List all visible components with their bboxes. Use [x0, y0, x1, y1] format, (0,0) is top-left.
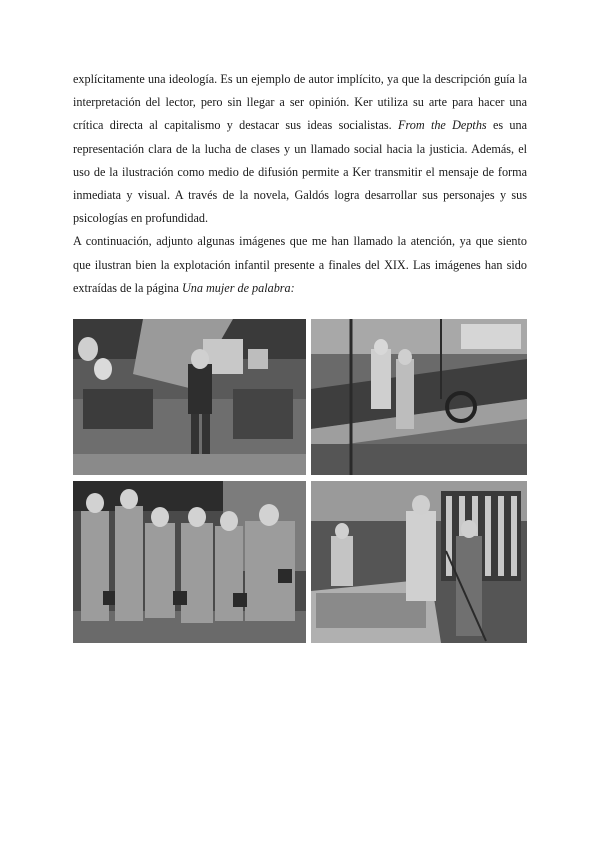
- source-name: Una mujer de palabra:: [181, 280, 295, 295]
- paragraph-2-text: A continuación, adjunto algunas imágenes que me han llamado la atención, ya que siento que ilustran bien la explotación infantil presente a finales del XIX. Las imágenes han sido extraídas de la página: [73, 234, 527, 295]
- photo-group-of-children-with-pails: [73, 481, 306, 643]
- artwork-title: From the Depths: [398, 118, 487, 133]
- photo-children-at-spinning-machines: [311, 319, 527, 475]
- paragraph-2: [73, 230, 527, 300]
- photo-boys-in-mill: [311, 481, 527, 643]
- paragraph-1-text-a: explícitamente una ideología. Es un ejemplo de autor implícito, ya que la descripción guía la interpretación del lector, pero sin llegar a ser opinión. Ker utiliza su arte para hacer una crítica directa al capitalismo y destacar sus ideas socialistas.: [73, 72, 527, 133]
- body-text: [73, 68, 527, 300]
- paragraph-1-text-b: es una representación clara de la lucha de clases y un llamado social hacia la justicia. Además, el uso de la ilustración como medio de difusión permite a Ker transmitir el mensaje de forma inmediata y visual. A través de la novela, Galdós logra desarrollar sus personajes y sus psicologías en profundidad.: [73, 118, 527, 226]
- paragraph-1: [73, 68, 527, 230]
- photo-boy-in-factory: [73, 319, 306, 475]
